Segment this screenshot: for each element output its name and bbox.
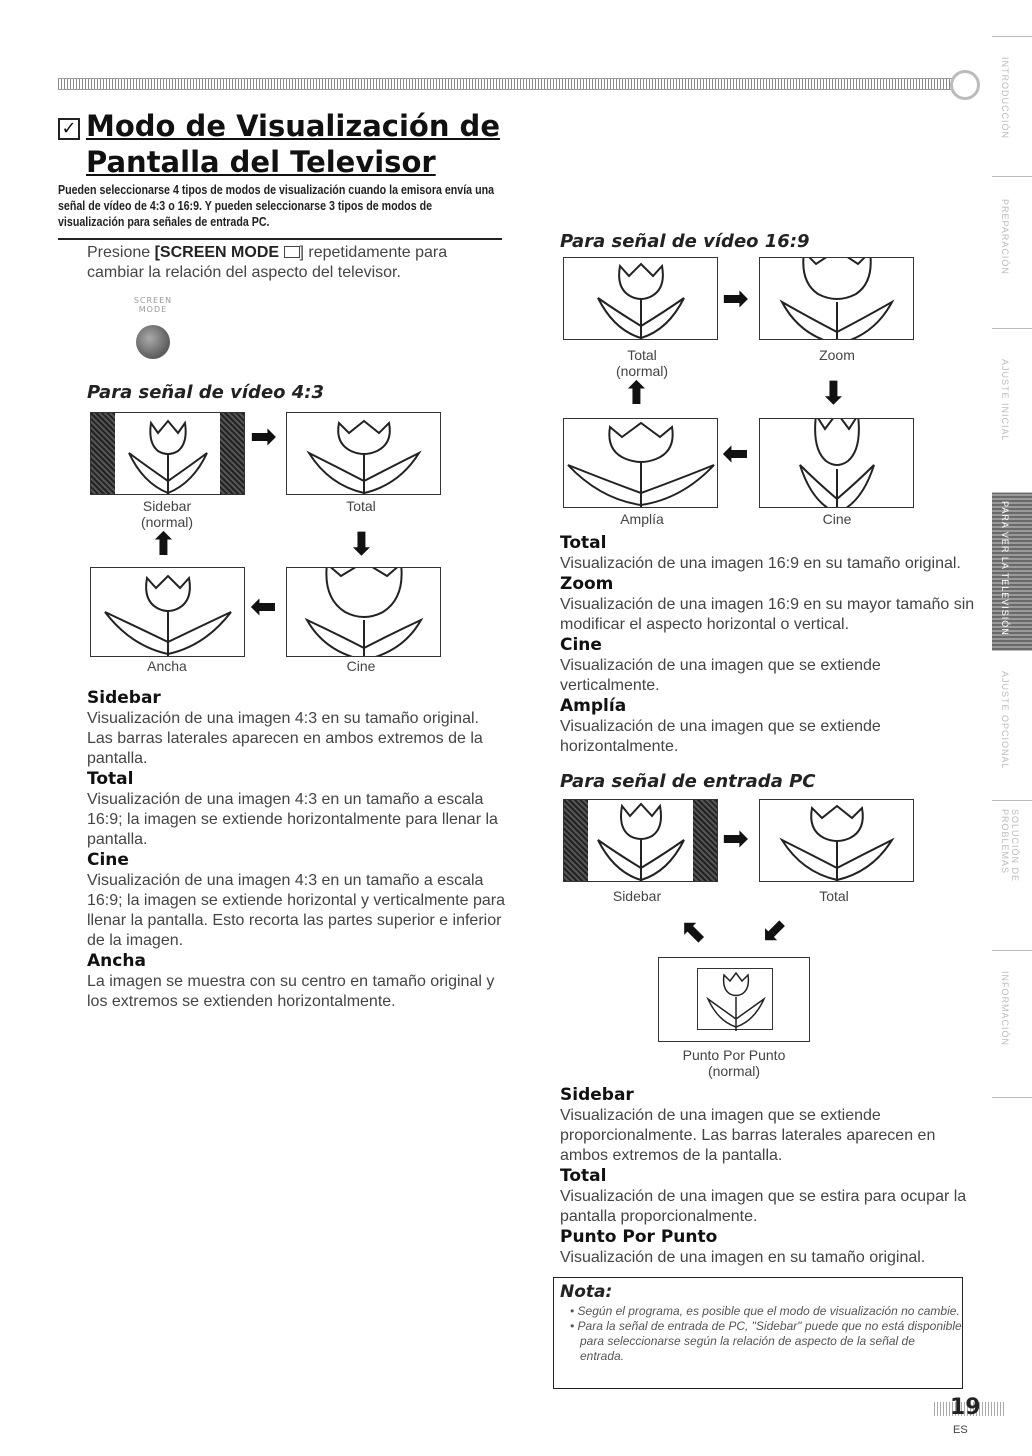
section-16-9-descriptions	[560, 533, 980, 757]
arrow-up-icon: ⬆	[623, 374, 650, 412]
note-item: • Según el programa, es posible que el modo de visualización no cambie.	[560, 1304, 962, 1319]
language-code: ES	[953, 1424, 968, 1436]
tulip-icon	[564, 800, 718, 882]
screen-mode-button-icon	[136, 325, 170, 359]
caption-amplia: Amplía	[620, 511, 664, 527]
header-band	[58, 78, 958, 90]
side-tab-introduccion[interactable]	[992, 36, 1032, 176]
side-tab-label: INFORMACIÓN	[1000, 971, 1010, 1046]
caption-total-pc: Total	[819, 888, 849, 904]
desc-total: Visualización de una imagen 4:3 en un tamaño a escala 16:9; la imagen se extiende horizontalmente para llenar la pantalla.	[87, 791, 498, 848]
desc-cine: Visualización de una imagen 4:3 en un tamaño a escala 16:9; la imagen se extiende horizontal y verticalmente para llenar la pantalla. Esto recorta las partes superior e inferior de la imagen.	[87, 872, 506, 949]
tulip-icon	[698, 969, 774, 1031]
title-line-2: Pantalla del Televisor	[86, 145, 436, 179]
arrow-left-icon: ⬅	[250, 587, 277, 625]
tulip-icon	[287, 568, 441, 657]
tv-cine-4-3	[286, 567, 441, 657]
desc-punto-por-punto: Visualización de una imagen en su tamaño original.	[560, 1249, 926, 1266]
arrow-up-icon: ⬆	[150, 525, 177, 563]
caption-ancha: Ancha	[147, 658, 187, 674]
arrow-down-icon: ⬇	[348, 525, 375, 563]
side-tab-label: AJUSTE INICIAL	[1000, 359, 1010, 442]
term-sidebar-pc: Sidebar	[560, 1085, 634, 1105]
desc-amplia: Visualización de una imagen que se extiende horizontalmente.	[560, 718, 881, 755]
tv-punto-por-punto	[658, 957, 810, 1042]
section-16-9-heading: Para señal de vídeo 16:9	[560, 231, 810, 252]
side-tab-para-ver-la-television[interactable]	[992, 492, 1032, 650]
title-line-1: Modo de Visualización de	[86, 109, 500, 143]
caption-sidebar-pc: Sidebar	[612, 888, 662, 904]
caption-cine-16-9: Cine	[822, 511, 852, 527]
caption-sidebar-text: Sidebar	[142, 498, 192, 514]
arrow-right-icon: ➡	[250, 417, 277, 455]
term-total-16-9: Total	[560, 533, 607, 553]
section-pc-descriptions	[560, 1085, 980, 1268]
instruction-after: ] repetidamente para cambiar la relación del aspecto del televisor.	[87, 244, 448, 281]
instruction	[87, 243, 507, 283]
checkbox-icon: ✓	[58, 118, 80, 140]
term-cine: Cine	[87, 850, 129, 870]
arrow-left-icon: ⬅	[722, 434, 749, 472]
caption-cine: Cine	[346, 658, 376, 674]
desc-cine-16-9: Visualización de una imagen que se extiende verticalmente.	[560, 657, 881, 694]
arrow-down-left-icon: ⬇	[750, 909, 797, 955]
caption-total-16-9-text: Total	[627, 347, 657, 363]
instruction-before: Presione	[87, 244, 155, 261]
side-tab-solucion-de-problemas[interactable]	[992, 800, 1032, 950]
tv-zoom-16-9	[759, 257, 914, 340]
side-tab-preparacion[interactable]	[992, 176, 1032, 328]
side-tab-label: SOLUCIÓN DE PROBLEMAS	[1000, 809, 1020, 883]
caption-zoom: Zoom	[819, 347, 855, 363]
tv-amplia-16-9	[563, 418, 718, 508]
term-ancha: Ancha	[87, 951, 146, 971]
arrow-up-left-icon: ⬆	[670, 909, 717, 955]
caption-punto	[664, 1047, 804, 1079]
tulip-icon	[760, 419, 914, 508]
desc-sidebar-pc: Visualización de una imagen que se extiende proporcionalmente. Las barras laterales aparecen en ambos extremos de la pantalla.	[560, 1107, 936, 1164]
side-tab-label: INTRODUCCIÓN	[1000, 57, 1010, 139]
desc-total-16-9: Visualización de una imagen 16:9 en su tamaño original.	[560, 555, 961, 572]
term-total: Total	[87, 769, 134, 789]
tulip-icon	[91, 413, 245, 495]
desc-total-pc: Visualización de una imagen que se estira para ocupar la pantalla proporcionalmente.	[560, 1188, 967, 1225]
tv-total-4-3	[286, 412, 441, 495]
section-pc-heading: Para señal de entrada PC	[560, 771, 816, 792]
note-list	[560, 1304, 962, 1364]
tulip-icon	[760, 258, 914, 340]
side-tab-label: PREPARACIÓN	[1000, 199, 1010, 275]
side-tab-label: PARA VER LA TELEVISIÓN	[1000, 501, 1010, 636]
tv-total-16-9	[563, 257, 718, 340]
side-tab-ajuste-opcional[interactable]	[992, 650, 1032, 800]
section-4-3-descriptions	[87, 688, 507, 1012]
remote-button-label: SCREEN MODE	[133, 296, 173, 314]
tv-ancha-4-3	[90, 567, 245, 657]
side-tab-ajuste-inicial[interactable]	[992, 328, 1032, 492]
inner-image-frame	[697, 968, 773, 1030]
caption-punto-note: (normal)	[707, 1063, 761, 1079]
page-title	[58, 108, 518, 180]
caption-sidebar-note: (normal)	[140, 514, 194, 530]
term-amplia: Amplía	[560, 696, 627, 716]
term-punto-por-punto: Punto Por Punto	[560, 1227, 718, 1247]
intro-paragraph: Pueden seleccionarse 4 tipos de modos de visualización cuando la emisora envía una señal de vídeo de 4:3 o 16:9. Y pueden seleccionarse 3 tipos de modos de visualización para señales de entrada PC.	[58, 182, 495, 229]
tv-total-pc	[759, 799, 914, 882]
desc-zoom: Visualización de una imagen 16:9 en su mayor tamaño sin modificar el aspecto horizontal o vertical.	[560, 596, 975, 633]
term-total-pc: Total	[560, 1166, 607, 1186]
side-tab-label: AJUSTE OPCIONAL	[1000, 671, 1010, 770]
tulip-icon	[564, 258, 718, 340]
arrow-right-icon: ➡	[722, 819, 749, 857]
caption-total: Total	[346, 498, 376, 514]
page-number: 19	[950, 1395, 981, 1420]
tulip-icon	[564, 419, 718, 508]
note-item: • Para la señal de entrada de PC, "Sidebar" puede que no está disponible para seleccionarse según la relación de aspecto de la señal de entrada.	[560, 1319, 962, 1364]
caption-punto-text: Punto Por Punto	[682, 1047, 786, 1063]
divider	[58, 238, 502, 240]
side-tab-informacion[interactable]	[992, 950, 1032, 1098]
desc-sidebar: Visualización de una imagen 4:3 en su tamaño original. Las barras laterales aparecen en ambos extremos de la pantalla.	[87, 710, 483, 767]
desc-ancha: La imagen se muestra con su centro en tamaño original y los extremos se extienden horizontalmente.	[87, 973, 495, 1010]
tv-sidebar-4-3	[90, 412, 245, 495]
tv-cine-16-9	[759, 418, 914, 508]
term-zoom: Zoom	[560, 574, 614, 594]
arrow-down-icon: ⬇	[820, 374, 847, 412]
tulip-icon	[91, 568, 245, 657]
tv-sidebar-pc	[563, 799, 718, 882]
tulip-icon	[760, 800, 914, 882]
screen-mode-icon	[284, 246, 300, 258]
arrow-right-icon: ➡	[722, 279, 749, 317]
instruction-key: [SCREEN MODE	[154, 244, 280, 261]
term-cine-16-9: Cine	[560, 635, 602, 655]
note-box	[553, 1277, 963, 1389]
caption-total-16-9-note: (normal)	[615, 363, 669, 379]
tulip-icon	[287, 413, 441, 495]
term-sidebar: Sidebar	[87, 688, 161, 708]
section-4-3-heading: Para señal de vídeo 4:3	[87, 382, 325, 403]
header-circle-ornament	[950, 70, 980, 100]
note-heading: Nota:	[560, 1282, 613, 1302]
